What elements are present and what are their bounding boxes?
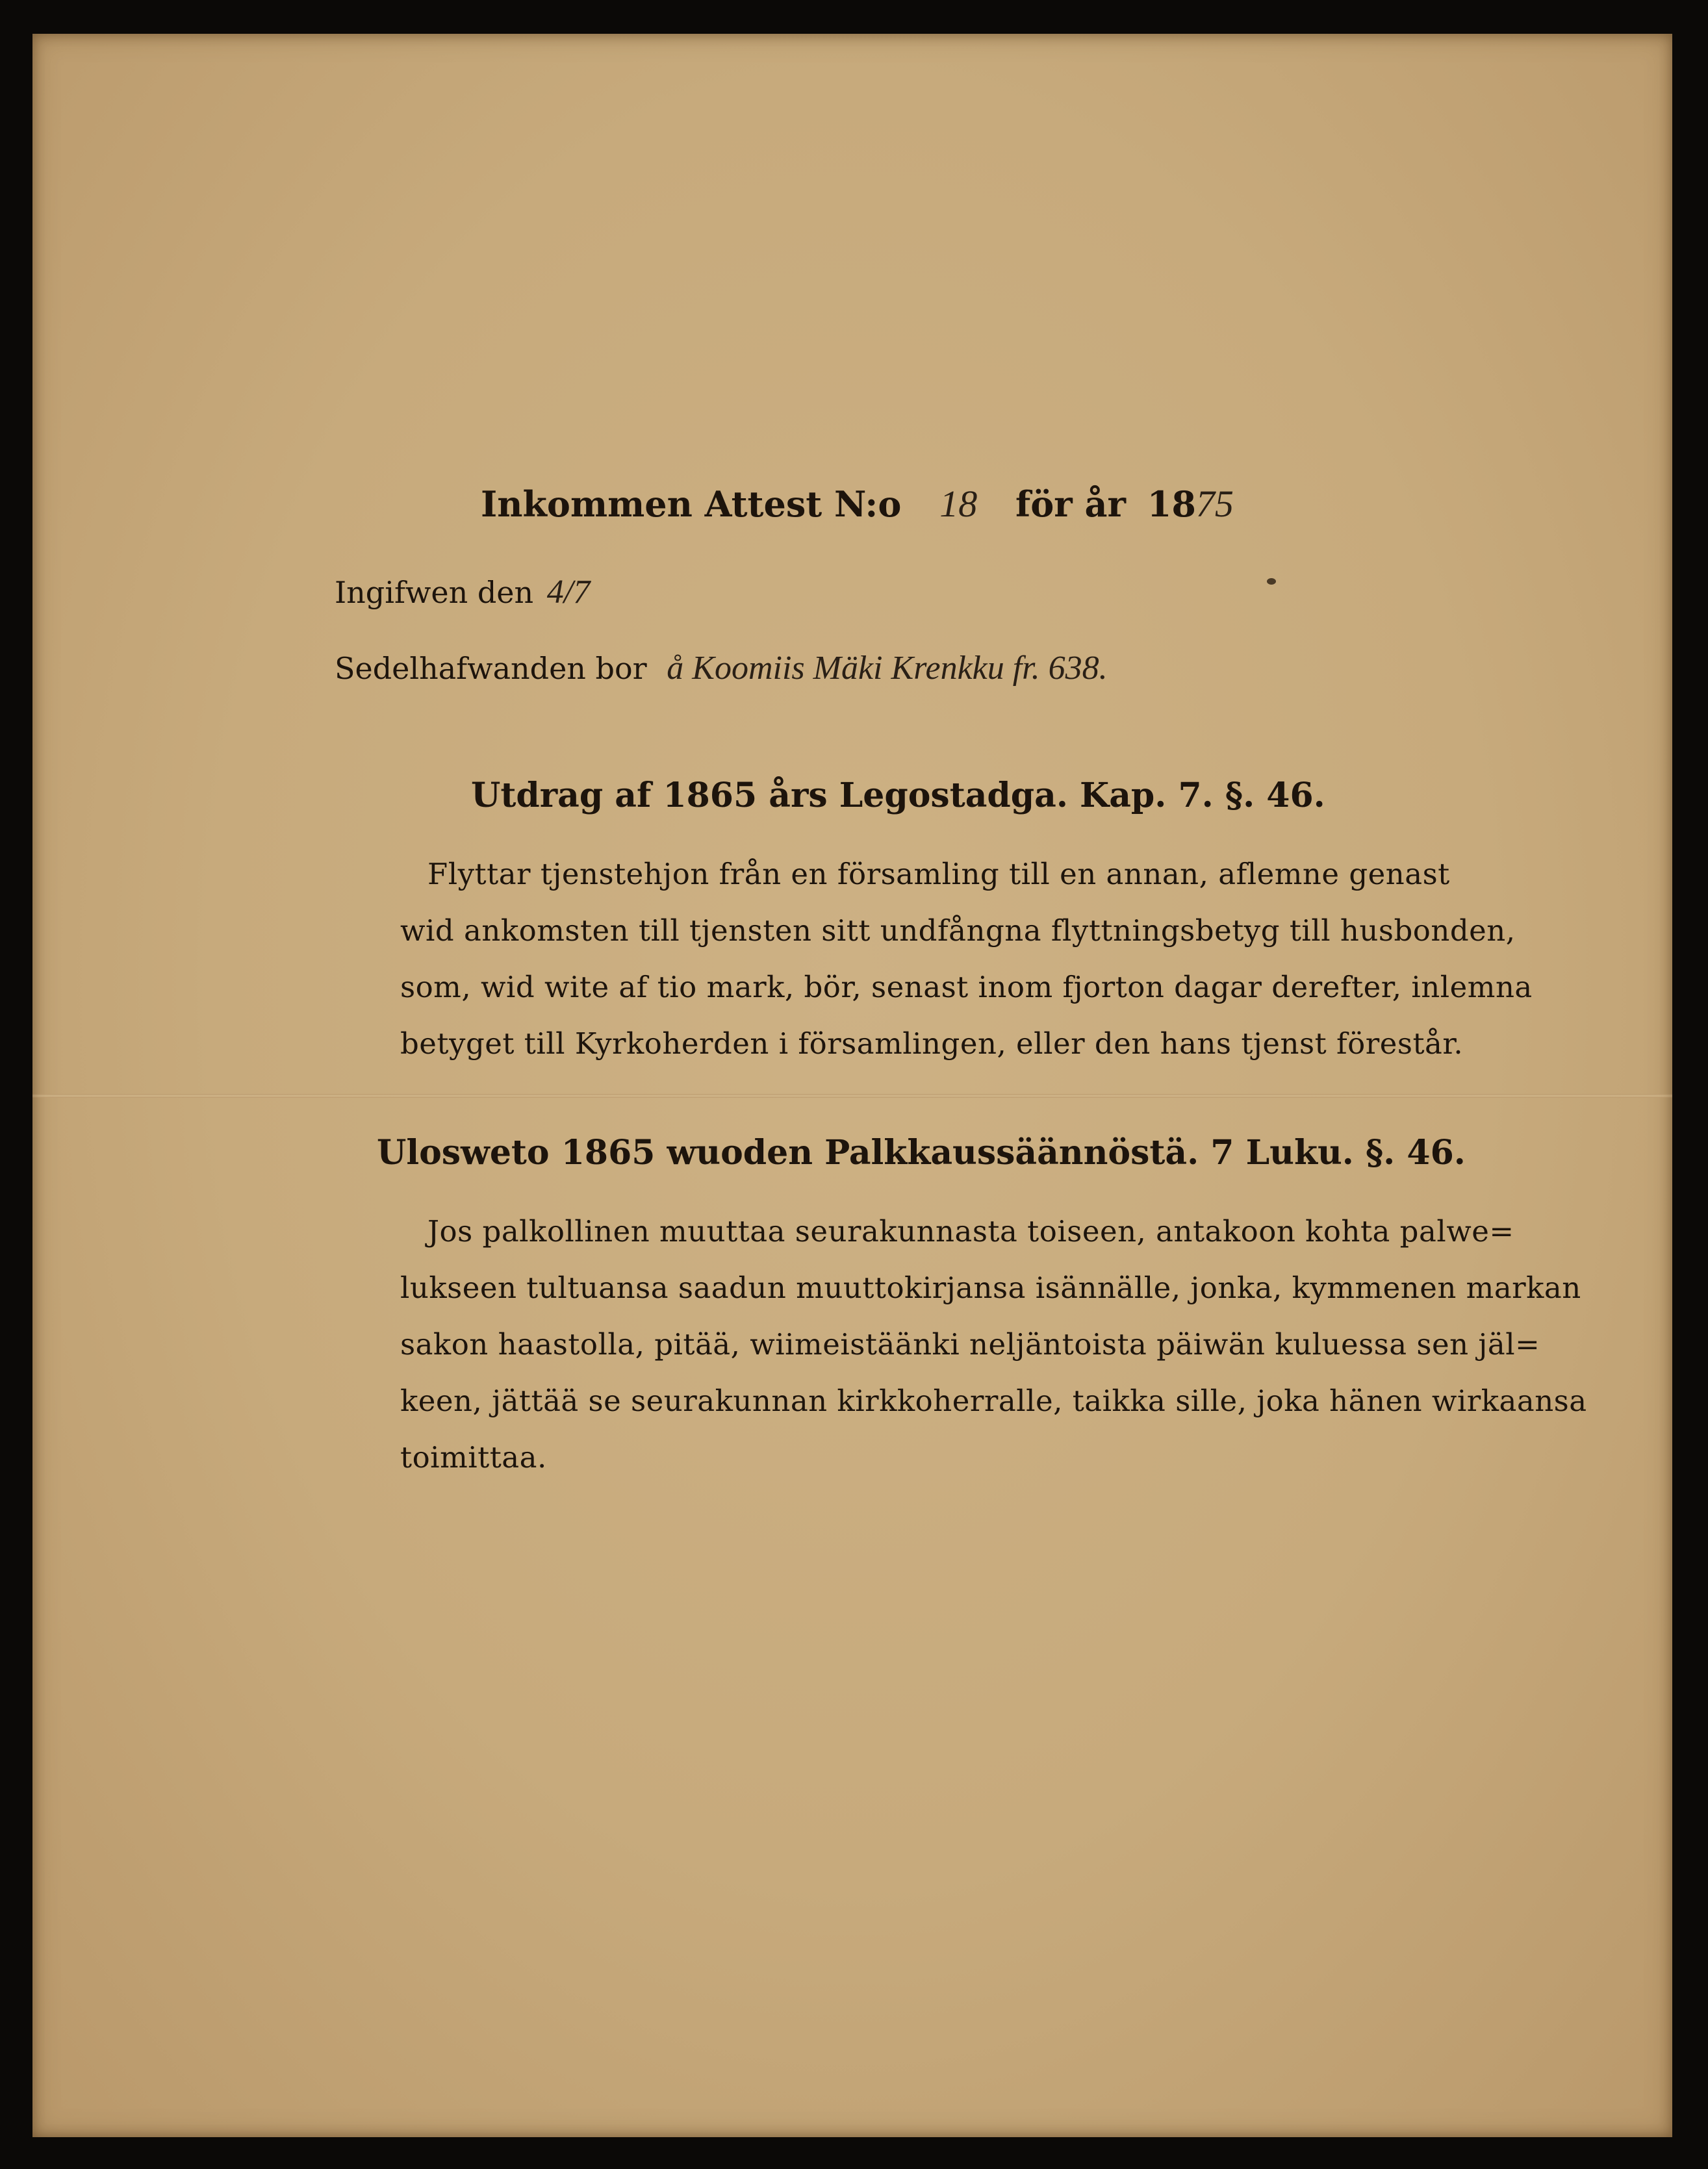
finnish-section-heading: Ulosweto 1865 wuoden Palkkaussäännöstä. 7 Luku. §. 46.	[377, 1133, 1466, 1173]
finnish-line-1: Jos palkollinen muuttaa seurakunnasta toiseen, antakoon kohta palwe=	[427, 1214, 1514, 1249]
filed-label: Ingifwen den	[335, 575, 534, 610]
finnish-line-3: sakon haastolla, pitää, wiimeistäänki neljäntoista päiwän kuluessa sen jäl=	[400, 1327, 1540, 1362]
finnish-section-text	[400, 1203, 1587, 1486]
ink-speck	[1267, 578, 1276, 585]
attest-number: 18	[939, 483, 978, 525]
paper-edge-wear	[32, 34, 1672, 2137]
swedish-line-1: Flyttar tjenstehjon från en församling till en annan, aflemne genast	[427, 857, 1450, 891]
residence-value: å Koomiis Mäki Krenkku fr. 638.	[667, 650, 1108, 687]
title-year-label: för år	[1015, 483, 1126, 525]
finnish-line-4: keen, jättää se seurakunnan kirkkoherralle, taikka sille, joka hänen wirkaansa	[400, 1384, 1587, 1418]
filed-date: 4/7	[546, 574, 591, 611]
swedish-section-text	[400, 846, 1533, 1072]
title-prefix: Inkommen Attest N:o	[481, 483, 902, 525]
finnish-line-5: toimittaa.	[400, 1440, 547, 1475]
residence-label: Sedelhafwanden bor	[335, 651, 647, 686]
title-year-printed: 18	[1147, 483, 1196, 525]
certificate-title	[481, 482, 1234, 526]
finnish-line-2: lukseen tultuansa saadun muuttokirjansa isännälle, jonka, kymmenen markan	[400, 1271, 1581, 1305]
filed-date-line	[335, 573, 590, 611]
fold-crease	[32, 1094, 1672, 1098]
swedish-line-3: som, wid wite af tio mark, bör, senast inom fjorton dagar derefter, inlemna	[400, 970, 1533, 1004]
residence-line	[335, 649, 1108, 687]
swedish-line-4: betyget till Kyrkoherden i församlingen, eller den hans tjenst förestår.	[400, 1026, 1464, 1061]
swedish-section-heading: Utdrag af 1865 års Legostadga. Kap. 7. §. 46.	[471, 776, 1325, 815]
swedish-line-2: wid ankomsten till tjensten sitt undfångna flyttningsbetyg till husbonden,	[400, 913, 1516, 948]
title-year-handwritten: 75	[1195, 483, 1234, 525]
document-sheet	[32, 34, 1672, 2137]
